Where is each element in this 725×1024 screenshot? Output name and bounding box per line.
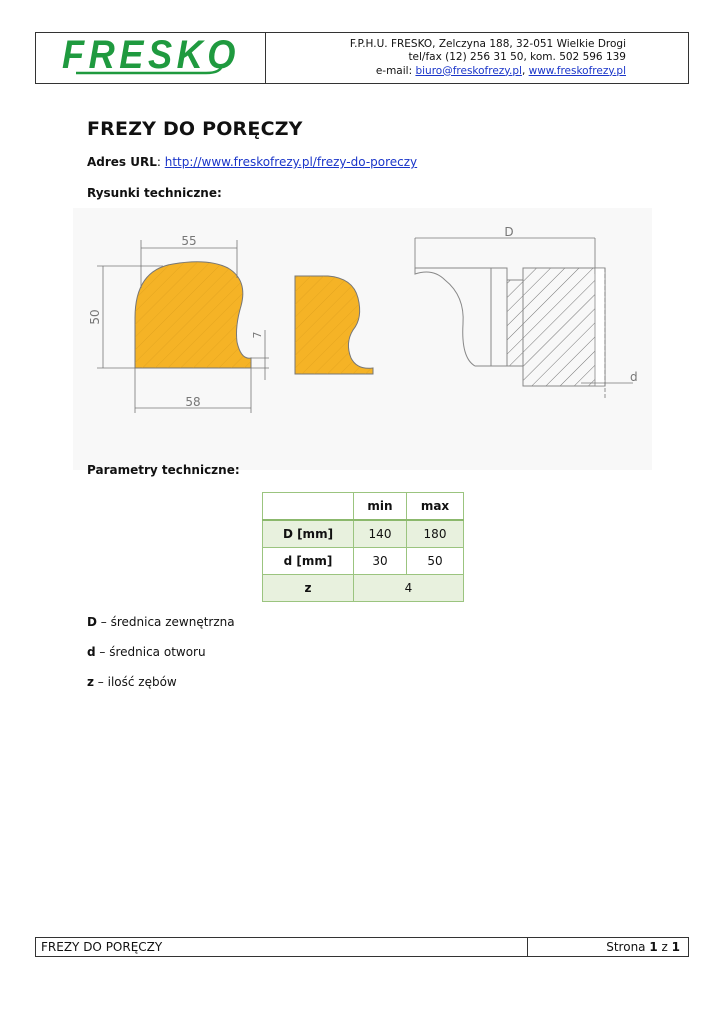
legend-item	[87, 615, 235, 629]
page-header	[35, 32, 689, 84]
dim-outer-diameter: D	[504, 225, 514, 239]
dim-small: 7	[251, 331, 264, 339]
legend-item	[87, 675, 177, 689]
params-table	[262, 492, 464, 602]
table-row	[263, 520, 464, 548]
drawing-svg	[73, 208, 652, 470]
table-row-label: d [mm]	[263, 548, 354, 575]
table-row-label: z	[263, 575, 354, 602]
legend-text: – średnica zewnętrzna	[96, 615, 235, 629]
table-header-cell: min	[354, 493, 407, 521]
legend-item	[87, 645, 206, 659]
legend-symbol: D	[87, 615, 97, 629]
of-label: z	[657, 940, 672, 954]
table-header-row	[263, 493, 464, 521]
legend-text: – średnica otworu	[95, 645, 206, 659]
drawings-heading: Rysunki techniczne:	[87, 186, 222, 200]
email-label: e-mail:	[375, 64, 416, 77]
table-row	[263, 548, 464, 575]
dim-width-top: 55	[181, 234, 197, 248]
table-cell: 30	[354, 548, 407, 575]
cutter-cross-section	[415, 225, 638, 398]
page-footer	[35, 937, 689, 957]
company-info	[266, 33, 688, 83]
page-label: Strona	[606, 940, 650, 954]
footer-title: FREZY DO PORĘCZY	[36, 938, 528, 956]
page-counter	[528, 938, 688, 956]
handrail-profile	[295, 276, 373, 374]
table-header-cell: max	[407, 493, 464, 521]
contact-separator: ,	[521, 64, 529, 77]
url-label: Adres URL	[87, 155, 157, 169]
technical-drawing	[73, 208, 652, 470]
table-cell: 140	[354, 520, 407, 548]
logo-text: FRESKO	[61, 35, 240, 77]
url-colon: :	[156, 155, 165, 169]
dim-width-bottom: 58	[185, 395, 201, 409]
handrail-profile-dimensioned	[88, 234, 269, 413]
page-number: 1	[649, 940, 658, 954]
table-cell: 4	[354, 575, 464, 602]
table-cell: 50	[407, 548, 464, 575]
website-link[interactable]: www.freskofrezy.pl	[528, 64, 626, 77]
company-address: F.P.H.U. FRESKO, Zelczyna 188, 32-051 Wielkie Drogi	[349, 37, 626, 50]
table-header-cell	[263, 493, 354, 521]
company-contact	[376, 65, 626, 79]
legend-text: – ilość zębów	[93, 675, 177, 689]
fresko-logo	[56, 35, 246, 81]
dim-bore-diameter: d	[630, 370, 638, 384]
product-url-link[interactable]: http://www.freskofrezy.pl/frezy-do-poreczy	[164, 155, 418, 169]
page-title: FREZY DO PORĘCZY	[87, 118, 303, 140]
page-total: 1	[671, 940, 680, 954]
legend-symbol: d	[87, 645, 96, 659]
logo-cell	[36, 33, 266, 83]
url-line	[87, 155, 417, 169]
company-phone: tel/fax (12) 256 31 50, kom. 502 596 139	[408, 51, 626, 64]
email-link[interactable]: biuro@freskofrezy.pl	[415, 64, 522, 77]
table-row-label: D [mm]	[263, 520, 354, 548]
params-heading: Parametry techniczne:	[87, 463, 240, 477]
dim-height-left: 50	[88, 309, 102, 325]
table-cell: 180	[407, 520, 464, 548]
legend-symbol: z	[87, 675, 94, 689]
table-row	[263, 575, 464, 602]
